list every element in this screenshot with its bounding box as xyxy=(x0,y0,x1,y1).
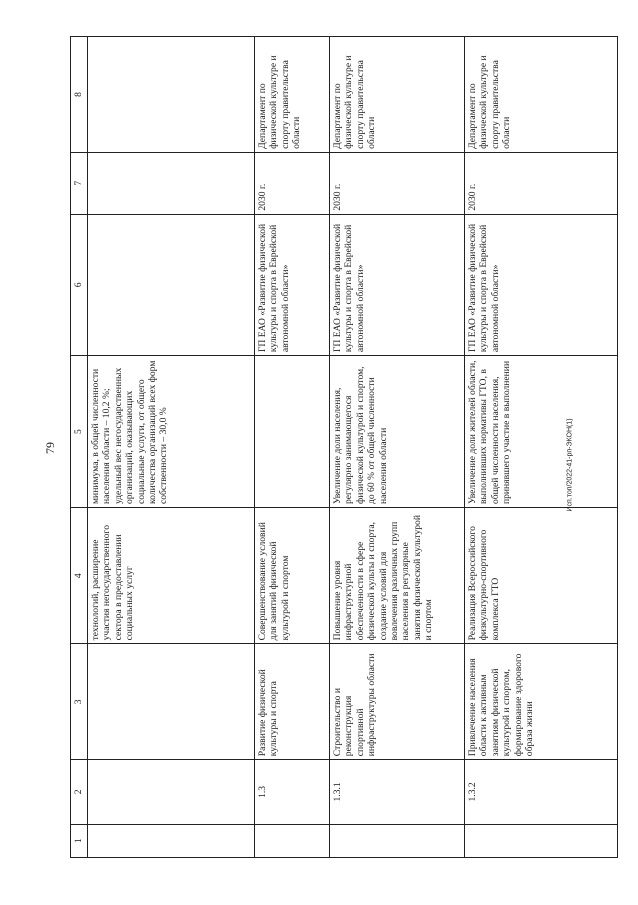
cell-task: Повышение уровня инфраструктурной обеспеченности в сфере физической культы и спорта, создание условий для вовлечения различных групп населения в регулярные занятия физической культурой и спортом xyxy=(330,508,465,644)
cell-result xyxy=(255,356,330,508)
cell-direction: Строительство и реконструкция спортивной инфраструктуры области xyxy=(330,644,465,760)
cell-program: ГП ЕАО «Развитие физической культуры и спорта в Еврейской автономной области» xyxy=(465,214,618,356)
cell-direction: Развитие физической культуры и спорта xyxy=(255,644,330,760)
cell-number xyxy=(255,824,330,857)
cell-responsible xyxy=(88,37,255,153)
cell-number xyxy=(88,824,255,857)
header-cell: 4 xyxy=(71,508,88,644)
cell-deadline: 2030 г. xyxy=(465,152,618,214)
table-row xyxy=(255,37,330,858)
table-row xyxy=(465,37,618,858)
header-row xyxy=(71,37,88,858)
cell-task: Совершенствование условий для занятий физической культурой и спортом xyxy=(255,508,330,644)
footer-document-code: Исп.топ/2022-41-рп-ЭКОН(1) xyxy=(566,418,574,512)
cell-result: минимума, в общей численности населения области – 10,2 %; удельный вес негосударственных организаций, оказывающих социальные услуги, от общего количества организаций всех форм собственности – 30,0 % xyxy=(88,356,255,508)
header-cell: 8 xyxy=(71,37,88,153)
cell-number xyxy=(465,824,618,857)
cell-task: Реализация Всероссийского физкультурно-спортивного комплекса ГТО xyxy=(465,508,618,644)
header-cell: 5 xyxy=(71,356,88,508)
header-cell: 3 xyxy=(71,644,88,760)
cell-responsible: Департамент по физической культуре и спорту правительства области xyxy=(330,37,465,153)
cell-code xyxy=(88,760,255,824)
cell-deadline: 2030 г. xyxy=(255,152,330,214)
cell-responsible: Департамент по физической культуре и спорту правительства области xyxy=(255,37,330,153)
table-row xyxy=(330,37,465,858)
header-cell: 1 xyxy=(71,824,88,857)
cell-direction xyxy=(88,644,255,760)
cell-program: ГП ЕАО «Развитие физической культуры и спорта в Еврейской автономной области» xyxy=(255,214,330,356)
cell-responsible: Департамент по физической культуре и спорту правительства области xyxy=(465,37,618,153)
table-row xyxy=(88,37,255,858)
cell-result: Увеличение доли жителей области, выполнивших нормативы ГТО, в общей численности населения, принявшего участие в выполнении xyxy=(465,356,618,508)
measures-table xyxy=(70,36,618,858)
cell-deadline: 2030 г. xyxy=(330,152,465,214)
cell-code: 1.3.2 xyxy=(465,760,618,824)
cell-program xyxy=(88,214,255,356)
page-number: 79 xyxy=(43,442,57,454)
cell-task: технологий, расширение участия негосударственного сектора в предоставлении социальных услуг xyxy=(88,508,255,644)
header-cell: 2 xyxy=(71,760,88,824)
cell-result: Увеличение доли населения, регулярно занимающегося физической культурой и спортом, до 60 % от общей численности населения области xyxy=(330,356,465,508)
cell-deadline xyxy=(88,152,255,214)
header-cell: 6 xyxy=(71,214,88,356)
cell-number xyxy=(330,824,465,857)
header-cell: 7 xyxy=(71,152,88,214)
cell-code: 1.3 xyxy=(255,760,330,824)
cell-code: 1.3.1 xyxy=(330,760,465,824)
cell-direction: Привлечение населения области к активным занятиям физической культурой и спортом, формирование здорового образа жизни xyxy=(465,644,618,760)
rotated-table-container xyxy=(70,36,616,858)
cell-program: ГП ЕАО «Развитие физической культуры и спорта в Еврейской автономной области» xyxy=(330,214,465,356)
